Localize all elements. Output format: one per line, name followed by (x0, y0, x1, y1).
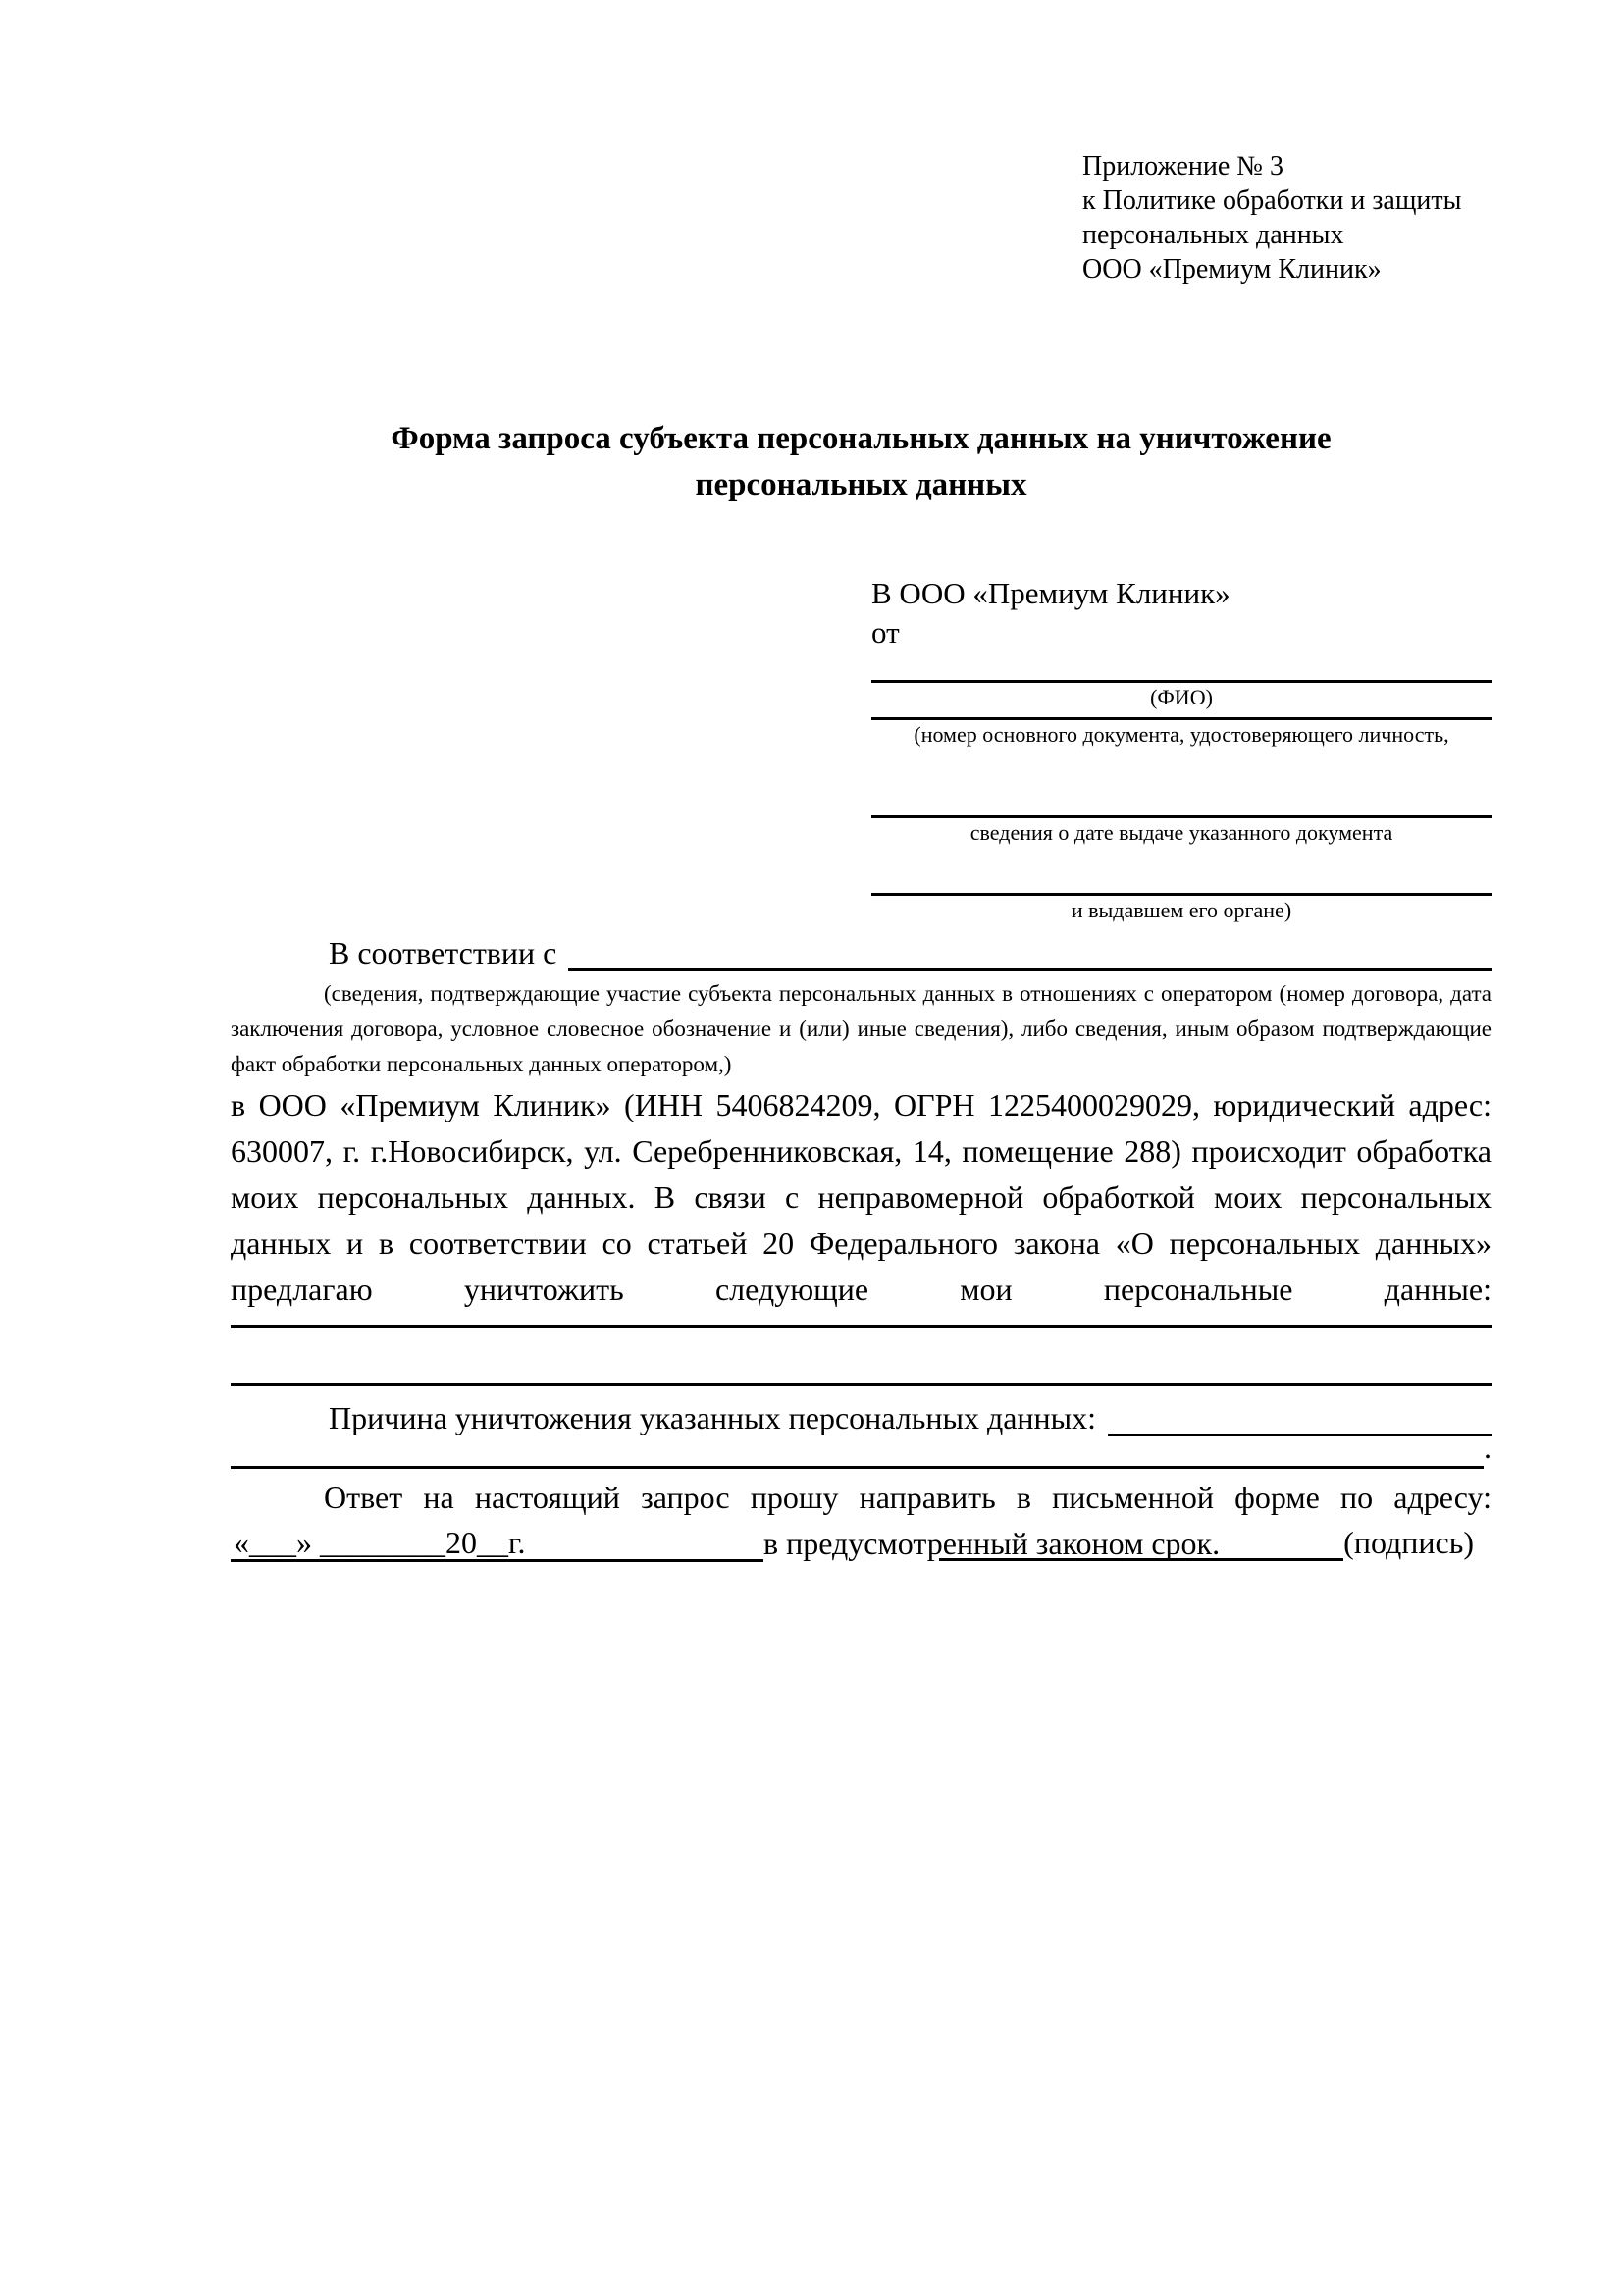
reason-line (231, 1395, 1492, 1441)
body-block (231, 930, 1492, 1567)
from-label: от (871, 615, 900, 650)
accordance-input-line[interactable] (568, 968, 1492, 971)
issue-date-input-line[interactable] (871, 747, 1492, 818)
document-number-input-line[interactable] (871, 709, 1492, 720)
accordance-prefix: В соответствии с (329, 935, 557, 970)
accordance-note: (сведения, подтверждающие участие субъекта персональных данных в отношениях с оператором (номер договора, дата заключения договора, условное словесное обозначение и (или) иные сведения), либо сведения, иным образом подтверждающие факт обработки персональных данных оператором,) (231, 981, 1492, 1076)
reason-period: . (1484, 1430, 1492, 1465)
fio-input-line[interactable] (871, 652, 1492, 683)
addressee-block (871, 574, 1492, 922)
date-line[interactable]: «___» ________20__г. (234, 1525, 526, 1560)
reason-continuation-line (231, 1430, 1492, 1471)
reason-input-line[interactable] (1108, 1434, 1492, 1436)
reason-input-line-2[interactable] (231, 1466, 1484, 1469)
issuing-authority-input-line[interactable] (871, 845, 1492, 896)
appendix-header-line: Приложение № 3 (1082, 151, 1283, 182)
signature-group (939, 1520, 1474, 1566)
appendix-header-line: ООО «Премиум Клиник» (1082, 254, 1382, 285)
issuing-authority-caption: и выдавшем его органе) (1071, 898, 1292, 922)
fio-caption: (ФИО) (1150, 685, 1213, 709)
form-title: Форма запроса субъекта персональных данных на уничтожение персональных данных (391, 421, 1332, 502)
appendix-header (1082, 149, 1461, 287)
document-number-caption: (номер основного документа, удостоверяющего личность, (914, 722, 1449, 747)
recipient-line: В ООО «Премиум Клиник» (871, 576, 1230, 610)
appendix-header-line: к Политике обработки и защиты (1082, 185, 1462, 216)
form-title-wrap (231, 416, 1492, 508)
appendix-header-line: персональных данных (1082, 220, 1344, 250)
reason-label: Причина уничтожения указанных персональных данных: (329, 1400, 1097, 1435)
response-paragraph: Ответ на настоящий запрос прошу направить в письменной форме по адресу: (324, 1480, 1492, 1515)
signature-input-line[interactable] (939, 1558, 1343, 1561)
signature-row (231, 1520, 1492, 1566)
signature-caption: (подпись) (1343, 1525, 1474, 1560)
personal-data-input-line-2[interactable] (231, 1328, 1492, 1386)
response-suffix: в предусмотренный законом срок. (763, 1526, 1221, 1561)
issue-date-caption: сведения о дате выдаче указанного документа (969, 820, 1393, 845)
personal-data-input-line-1[interactable] (231, 1313, 1492, 1328)
accordance-line (231, 930, 1492, 976)
main-paragraph: в ООО «Премиум Клиник» (ИНН 5406824209, ОГРН 1225400029029, юридический адрес: 630007, г. г.Новосибирск, ул. Серебренниковская, 14, помещение 288) происходит обработка моих персональных данных. В связи с неправомерной обработкой моих персональных данных и в соответствии со статьей 20 Федерального закона «О персональных данных» предлагаю уничтожить следующие мои персональные данные: (231, 1087, 1492, 1307)
